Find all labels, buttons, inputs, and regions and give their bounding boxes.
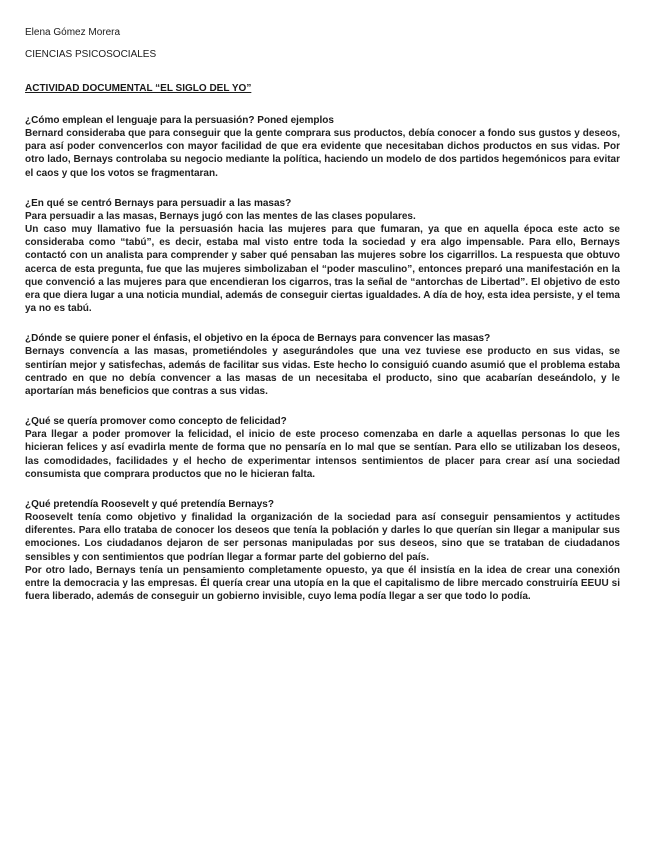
section-question: ¿En qué se centró Bernays para persuadir a las masas? <box>25 197 292 209</box>
section-paragraph: Bernard consideraba que para conseguir que la gente comprara sus productos, debía conocer a fondo sus gustos y deseos, para así poder convencerlos con mayor facilidad de que era evidente que necesitaban dichos productos en sus vidas. Por otro lado, Bernays controlaba su negocio mediante la política, haciendo un modelo de dos partidos hegemónicos para evitar el caos y que los votos se fragmentaran. <box>25 128 620 179</box>
section-persuasion-language <box>25 114 620 180</box>
section-question: ¿Dónde se quiere poner el énfasis, el objetivo en la época de Bernays para convencer las masas? <box>25 333 491 345</box>
section-question: ¿Qué se quería promover como concepto de felicidad? <box>25 416 287 428</box>
section-paragraph: Para persuadir a las masas, Bernays jugó con las mentes de las clases populares. <box>25 210 416 222</box>
section-roosevelt-bernays <box>25 498 620 603</box>
section-question: ¿Cómo emplean el lenguaje para la persuasión? Poned ejemplos <box>25 115 334 126</box>
section-paragraph: Roosevelt tenía como objetivo y finalidad la organización de la sociedad para así conseguir pensamientos y actitudes diferentes. Para ello trataba de conocer los deseos que tenía la población y darles lo que querían sin llegar a manipular sus emociones. Los ciudadanos dejaron de ser personas manipuladas por sus deseos, sino que se trataban de ciudadanos sensibles y con sentimientos que podrían llegar a formar parte del gobierno del país. <box>25 512 620 563</box>
section-bernays-focus <box>25 197 620 316</box>
section-paragraph: Por otro lado, Bernays tenía un pensamiento completamente opuesto, ya que él insistía en la idea de crear una conexión entre la democracia y las empresas. Él quería crear una utopía en la que el capitalismo de libre mercado construiría EEUU si fuera liberado, además de conseguir un gobierno invisible, cuyo lema podía llegar a ser que todo lo podía. <box>25 564 620 603</box>
section-emphasis <box>25 332 620 398</box>
document-title: ACTIVIDAD DOCUMENTAL “EL SIGLO DEL YO” <box>25 83 252 94</box>
section-paragraph: Un caso muy llamativo fue la persuasión hacia las mujeres para que fumaran, ya que en aquella época este acto se consideraba como “tabú”, es decir, estaba mal visto entre toda la sociedad y era algo impensable. Para ello, Bernays contactó con un analista para comprender y saber qué pensaban las mujeres sobre los cigarrillos. La respuesta que obtuvo acerca de esta pregunta, fue que las mujeres simbolizaban el “poder masculino”, entonces preparó una manifestación en la que convenció a las mujeres para que encendieran los cigarros, tras la señal de “antorchas de Libertad”. El objetivo de esto era que diera lugar a una noticia mundial, además de conseguir ciertas igualdades. A día de hoy, esta idea persiste, y el tema ya no es tabú. <box>25 224 620 315</box>
section-happiness <box>25 415 620 481</box>
document-page <box>25 26 620 620</box>
section-paragraph: Bernays convencía a las masas, prometiéndoles y asegurándoles que una vez tuviese ese producto en sus vidas, se sentirían mejor y satisfechas, además de facilitar sus vidas. Este hecho lo consiguió cuando asumió que el problema estaba centrado en que no debía convencer a las masas de un necesitaba el producto, sino que acabarían deseándolo, y le aportarían más beneficios que contras a sus vidas. <box>25 346 620 398</box>
department-name: CIENCIAS PSICOSOCIALES <box>25 49 157 60</box>
section-question: ¿Qué pretendía Roosevelt y qué pretendía Bernays? <box>25 499 274 511</box>
section-paragraph: Para llegar a poder promover la felicidad, el inicio de este proceso comenzaba en darle a aquellas personas lo que les hicieran felices y así evadirla mente de forma que no pensaría en lo mal que se sentían. Para ello se utilizaban los deseos, las comodidades, facilidades y el hecho de experimentar intensos sentimientos de placer para crear así una sociedad consumista que comprara productos que no le hicieran falta. <box>25 429 620 480</box>
author-name: Elena Gómez Morera <box>25 27 121 38</box>
